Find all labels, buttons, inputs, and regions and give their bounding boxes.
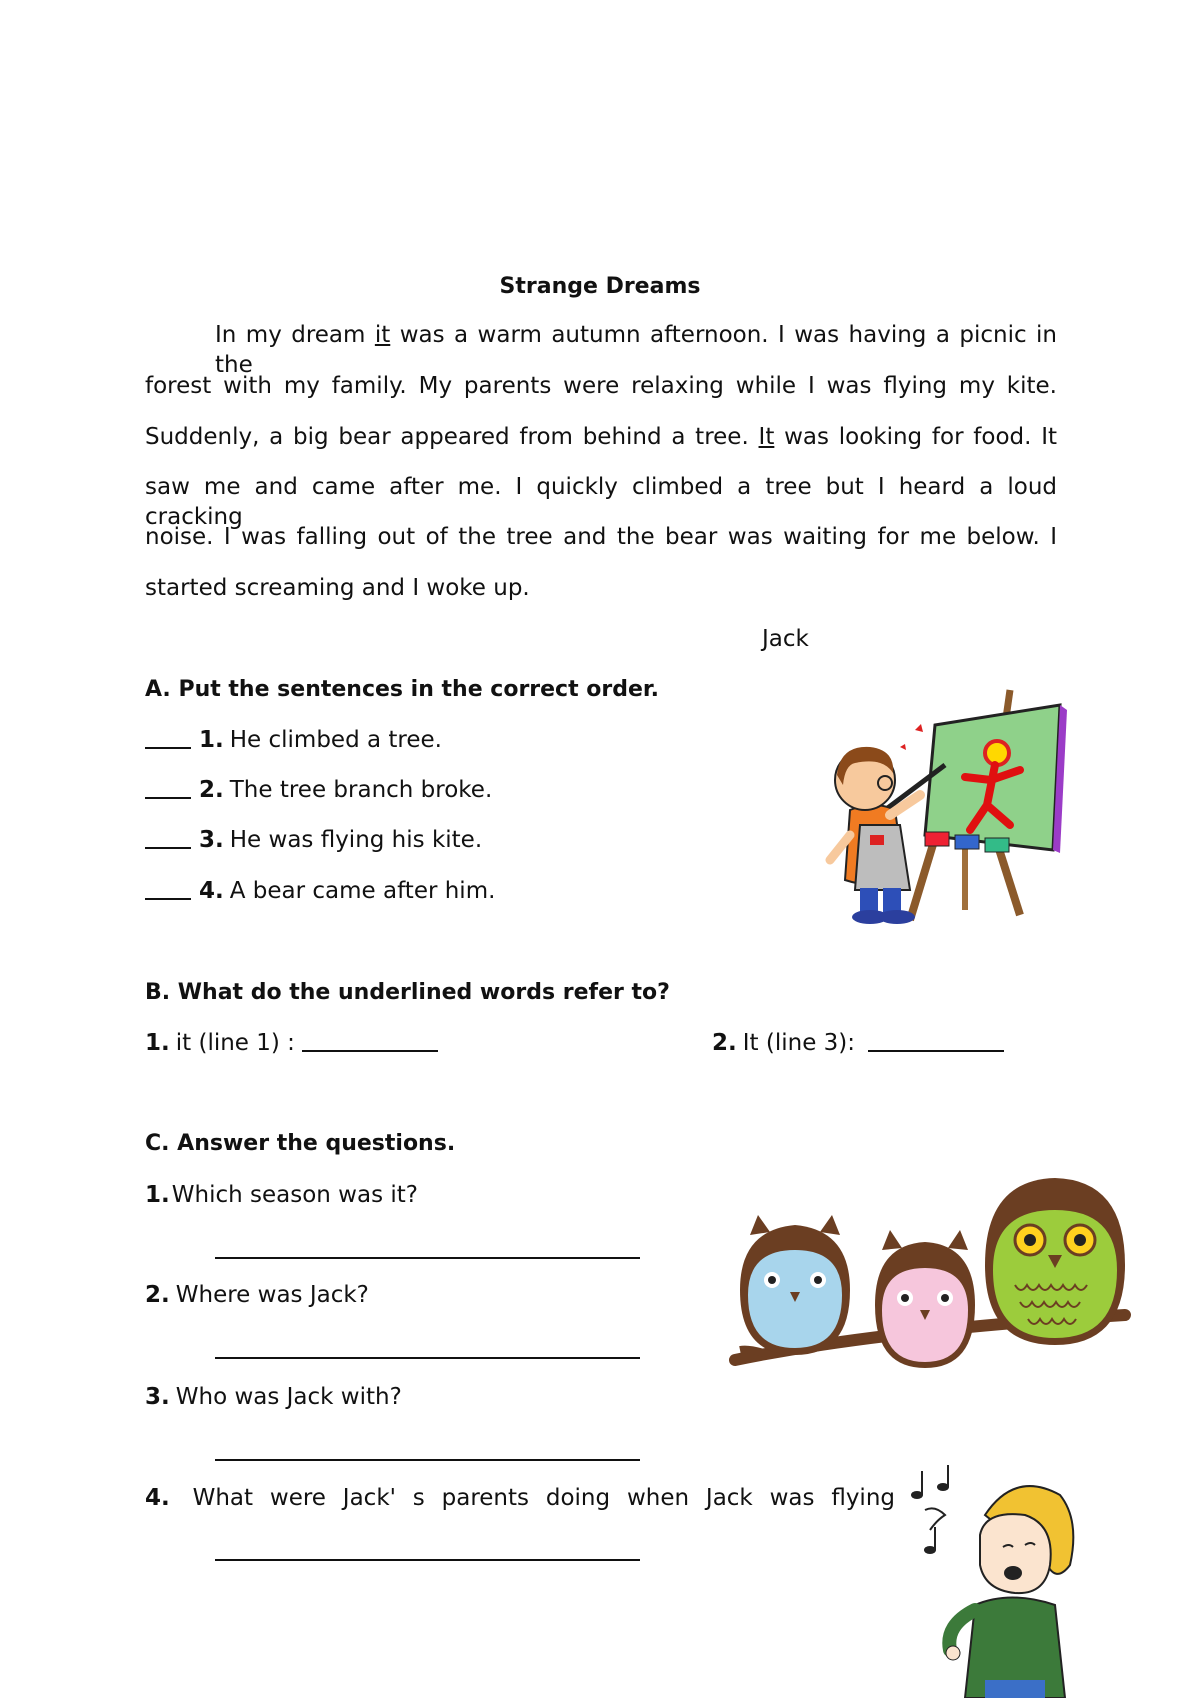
answer-line-3[interactable] <box>215 1459 640 1461</box>
order-blank[interactable] <box>145 775 191 799</box>
item-text: The tree branch broke. <box>229 777 493 803</box>
answer-blank[interactable] <box>868 1028 1004 1052</box>
singing-girl-illustration <box>905 1465 1100 1698</box>
passage-line-4: saw me and came after me. I quickly climbed a tree but I heard a loud cracking <box>145 474 1057 530</box>
item-number: 1. <box>199 727 224 753</box>
section-a-heading: A. Put the sentences in the correct order. <box>145 677 659 702</box>
item-number: 2. <box>145 1282 170 1308</box>
order-blank[interactable] <box>145 825 191 849</box>
underlined-word-it-capital: It <box>758 424 775 450</box>
music-note-icon <box>911 1465 949 1554</box>
worksheet-title: Strange Dreams <box>499 274 701 299</box>
answer-blank[interactable] <box>302 1028 438 1052</box>
question-2 <box>145 1280 369 1310</box>
item-text: Which season was it? <box>171 1182 418 1208</box>
item-text: Who was Jack with? <box>175 1384 402 1410</box>
item-text: He was flying his kite. <box>229 827 483 853</box>
passage-line-3 <box>145 422 1057 452</box>
passage-line-6: started screaming and I woke up. <box>145 575 530 601</box>
order-blank[interactable] <box>145 876 191 900</box>
passage-text: In my dream <box>215 322 375 348</box>
passage-text: was a warm autumn afternoon. I was having a picnic in the <box>215 322 1057 378</box>
refer-item-1 <box>145 1028 438 1058</box>
item-number: 3. <box>145 1384 170 1410</box>
item-number: 2. <box>712 1030 737 1056</box>
answer-line-2[interactable] <box>215 1357 640 1359</box>
passage-text: Suddenly, a big bear appeared from behind a tree. <box>145 424 759 450</box>
item-text: What were Jack' s parents doing when Jack was flying <box>192 1485 895 1511</box>
passage-line-5: noise. I was falling out of the tree and the bear was waiting for me below. I <box>145 524 1057 550</box>
item-number: 1. <box>145 1030 170 1056</box>
section-b-heading: B. What do the underlined words refer to? <box>145 980 670 1005</box>
blue-owl <box>740 1215 850 1355</box>
order-blank[interactable] <box>145 725 191 749</box>
answer-line-1[interactable] <box>215 1257 640 1259</box>
owls-on-branch-illustration <box>730 1170 1130 1380</box>
item-text: it (line 1) : <box>175 1030 295 1056</box>
item-number: 2. <box>199 777 224 803</box>
order-item <box>145 876 495 906</box>
item-text: Where was Jack? <box>175 1282 369 1308</box>
item-number: 4. <box>145 1485 170 1511</box>
answer-line-4[interactable] <box>215 1559 640 1561</box>
passage-author: Jack <box>762 626 809 652</box>
painter-boy-illustration <box>815 685 1075 935</box>
refer-item-2 <box>712 1028 1004 1058</box>
item-number: 1. <box>145 1182 170 1208</box>
item-number: 3. <box>199 827 224 853</box>
item-number: 4. <box>199 878 224 904</box>
passage-line-2: forest with my family. My parents were relaxing while I was flying my kite. <box>145 373 1057 399</box>
question-1 <box>145 1180 418 1210</box>
order-item <box>145 725 442 755</box>
question-4 <box>145 1483 895 1513</box>
green-owl <box>985 1178 1125 1345</box>
underlined-word-it: it <box>374 322 391 348</box>
passage-text: was looking for food. It <box>774 424 1058 450</box>
question-3 <box>145 1382 402 1412</box>
item-text: A bear came after him. <box>229 878 496 904</box>
item-text: It (line 3): <box>742 1030 856 1056</box>
section-c-heading: C. Answer the questions. <box>145 1131 456 1156</box>
order-item <box>145 825 482 855</box>
item-text: He climbed a tree. <box>229 727 442 753</box>
pink-owl <box>875 1230 975 1368</box>
order-item <box>145 775 492 805</box>
